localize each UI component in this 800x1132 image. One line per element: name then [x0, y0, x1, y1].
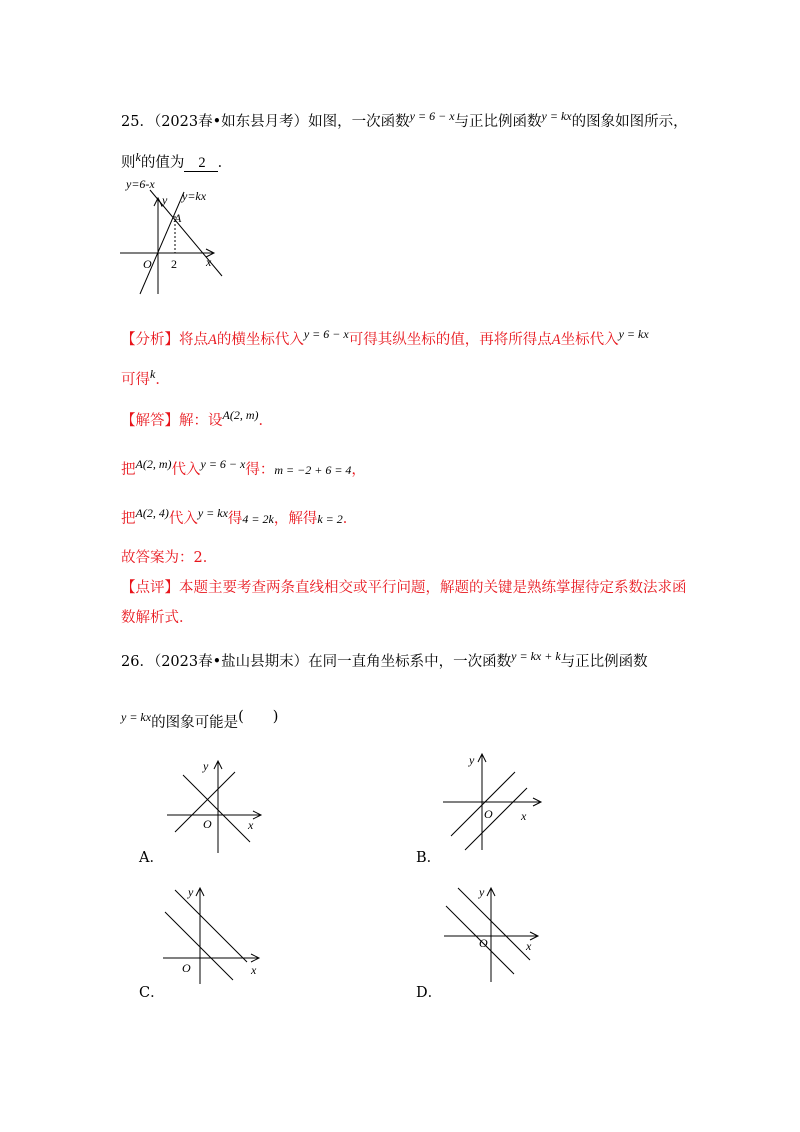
label-y: y — [203, 759, 209, 773]
label-o: O — [479, 936, 488, 950]
solution-point: A(2, m) — [222, 408, 259, 422]
analysis-text: 将点 — [179, 332, 208, 348]
option-d-graph — [442, 884, 542, 984]
line-2 — [183, 775, 250, 842]
label-x: x — [521, 809, 527, 823]
label-y: y — [469, 753, 475, 767]
step-text: 代入 — [171, 462, 201, 478]
q25-func1: y = 6 − x — [409, 109, 455, 123]
q25-step1 — [121, 457, 366, 478]
option-b-label[interactable]: B． — [416, 850, 442, 866]
q25-text: 与正比例函数 — [454, 114, 542, 130]
q25-analysis-line2 — [121, 367, 170, 388]
q25-k: k — [135, 150, 141, 164]
label-y: y — [162, 193, 168, 207]
label-x: x — [251, 963, 257, 977]
q25-solution-line — [121, 408, 273, 429]
q25-step2 — [121, 506, 358, 527]
option-c-graph — [161, 884, 265, 988]
q26-stem-line2 — [121, 709, 279, 731]
step-text: 把 — [121, 511, 136, 527]
comment-tag: 【点评】 — [121, 580, 179, 596]
line-2 — [458, 888, 530, 960]
q25-number: 25． — [121, 114, 154, 130]
q25-text: ． — [217, 155, 233, 171]
q26-source: （2023春•盐山县期末） — [153, 654, 309, 670]
q26-stem-line1 — [121, 649, 648, 670]
line-1 — [451, 772, 515, 836]
comment-text: 本题主要考查两条直线相交或平行问题，解题的关键是熟练掌握待定系数法求函 — [179, 580, 687, 596]
q26-func1: y = kx + k — [511, 649, 561, 663]
label-o: O — [182, 961, 191, 975]
q25-stem-line1 — [121, 109, 688, 130]
label-o: O — [143, 257, 152, 271]
line-2 — [175, 890, 247, 962]
line-1 — [165, 912, 233, 980]
q25-answer-line: 故答案为：2． — [121, 550, 218, 566]
q25-answer-blank: 2 — [184, 156, 217, 172]
step-text: 得 — [227, 511, 243, 527]
label-o: O — [203, 817, 212, 831]
label-a: A — [174, 211, 182, 225]
q25-figure — [118, 176, 228, 298]
step-res: k = 2 — [317, 512, 343, 526]
step-eq: 4 = 2k — [242, 512, 274, 526]
step-text: 把 — [121, 462, 136, 478]
analysis-text: 的横坐标代入 — [216, 332, 304, 348]
line-2 — [465, 788, 527, 850]
label-x: x — [526, 939, 532, 953]
analysis-var: A — [208, 332, 217, 348]
label-line1: y=6-x — [126, 177, 155, 191]
option-c-label[interactable]: C． — [139, 985, 165, 1001]
q25-analysis-line1 — [121, 327, 649, 348]
option-b-graph — [441, 750, 545, 854]
label-x: x — [206, 255, 212, 269]
analysis-tag: 【分析】 — [121, 332, 179, 348]
q26-text: 的图象可能是 — [151, 715, 239, 731]
solution-text: ． — [258, 413, 273, 429]
analysis-text: 可得其纵坐标的值，再将所得点 — [348, 332, 552, 348]
q25-func2: y = kx — [541, 109, 572, 123]
label-o: O — [484, 807, 493, 821]
q25-text: 则 — [121, 155, 136, 171]
step-eq: m = −2 + 6 = 4 — [274, 463, 352, 477]
q25-comment-line1 — [121, 581, 687, 596]
step-point: A(2, m) — [135, 457, 172, 471]
q26-paren: ( ) — [238, 709, 279, 725]
label-x: x — [248, 818, 254, 832]
option-a-label[interactable]: A． — [139, 850, 164, 866]
analysis-func: y = 6 − x — [303, 327, 349, 341]
q25-text: 如图，一次函数 — [308, 114, 410, 130]
analysis-text: 可得 — [121, 372, 150, 388]
step-func: y = kx — [197, 506, 228, 520]
label-y: y — [479, 885, 485, 899]
q25-comment-line2: 数解析式． — [121, 610, 194, 626]
step-text: 得： — [245, 462, 275, 478]
step-text: 代入 — [168, 511, 198, 527]
analysis-text: ． — [155, 372, 170, 388]
analysis-text: 坐标代入 — [560, 332, 619, 348]
step-text: ，解得 — [273, 511, 318, 527]
q26-func2: y = kx — [121, 710, 152, 724]
step-func: y = 6 − x — [200, 457, 246, 471]
option-d-label[interactable]: D． — [416, 985, 443, 1001]
step-text: ， — [351, 462, 366, 478]
q26-number: 26． — [121, 654, 154, 670]
q25-text: 的图象如图所示， — [571, 114, 688, 130]
q25-stem-line2 — [121, 150, 233, 172]
solution-tag: 【解答】 — [121, 413, 179, 429]
step-point: A(2, 4) — [135, 506, 169, 520]
q25-text: 的值为 — [140, 155, 185, 171]
analysis-var: A — [551, 332, 561, 348]
step-text: ． — [342, 511, 358, 527]
label-2: 2 — [171, 257, 177, 271]
analysis-func: y = kx — [618, 327, 649, 341]
q25-source: （2023春•如东县月考） — [153, 114, 309, 130]
option-a-graph — [165, 757, 265, 855]
label-line2: y=kx — [182, 189, 207, 203]
label-y: y — [188, 885, 194, 899]
analysis-var: k — [150, 367, 156, 381]
solution-text: 解：设 — [179, 413, 223, 429]
q26-text: 在同一直角坐标系中，一次函数 — [308, 654, 512, 670]
line-y-kx — [140, 192, 184, 294]
q26-text: 与正比例函数 — [560, 654, 648, 670]
